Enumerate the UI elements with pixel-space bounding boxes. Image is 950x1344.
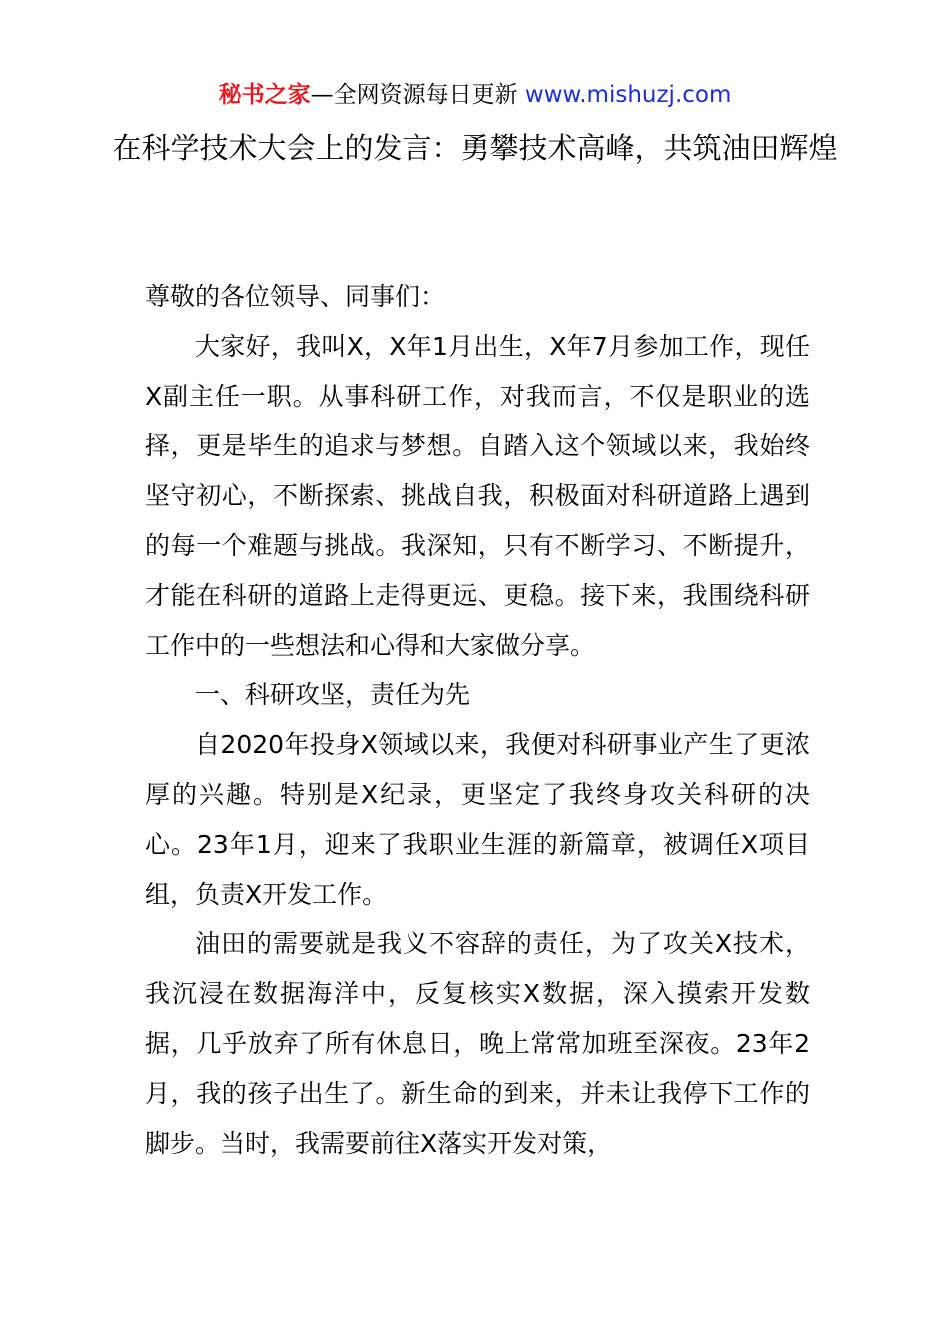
site-url-link[interactable]: www.mishuzj.com bbox=[524, 82, 732, 108]
brand-name: 秘书之家 bbox=[218, 82, 311, 108]
site-header bbox=[0, 78, 950, 112]
paragraph-2020: 自2020年投身X领域以来，我便对科研事业产生了更浓厚的兴趣。特别是X纪录，更坚定了我终身攻关科研的决心。23年1月，迎来了我职业生涯的新篇章，被调任X项目组，负责X开发工作。 bbox=[145, 730, 810, 909]
header-tagline: —全网资源每日更新 bbox=[310, 82, 518, 108]
document-title: 在科学技术大会上的发言：勇攀技术高峰，共筑油田辉煌 bbox=[112, 131, 838, 165]
section-heading: 一、科研攻坚，责任为先 bbox=[195, 680, 471, 710]
document-body bbox=[145, 272, 810, 1168]
paragraph-intro: 大家好，我叫X，X年1月出生，X年7月参加工作，现任X副主任一职。从事科研工作，对我而言，不仅是职业的选择，更是毕生的追求与梦想。自踏入这个领域以来，我始终坚守初心，不断探索、挑战自我，积极面对科研道路上遇到的每一个难题与挑战。我深知，只有不断学习、不断提升，才能在科研的道路上走得更远、更稳。接下来，我围绕科研工作中的一些想法和心得和大家做分享。 bbox=[145, 331, 810, 660]
paragraph-oilfield: 油田的需要就是我义不容辞的责任，为了攻关X技术，我沉浸在数据海洋中，反复核实X数据，深入摸索开发数据，几乎放弃了所有休息日，晚上常常加班至深夜。23年2月，我的孩子出生了。新生命的到来，并未让我停下工作的脚步。当时，我需要前往X落实开发对策， bbox=[145, 929, 810, 1158]
salutation: 尊敬的各位领导、同事们： bbox=[145, 282, 446, 311]
